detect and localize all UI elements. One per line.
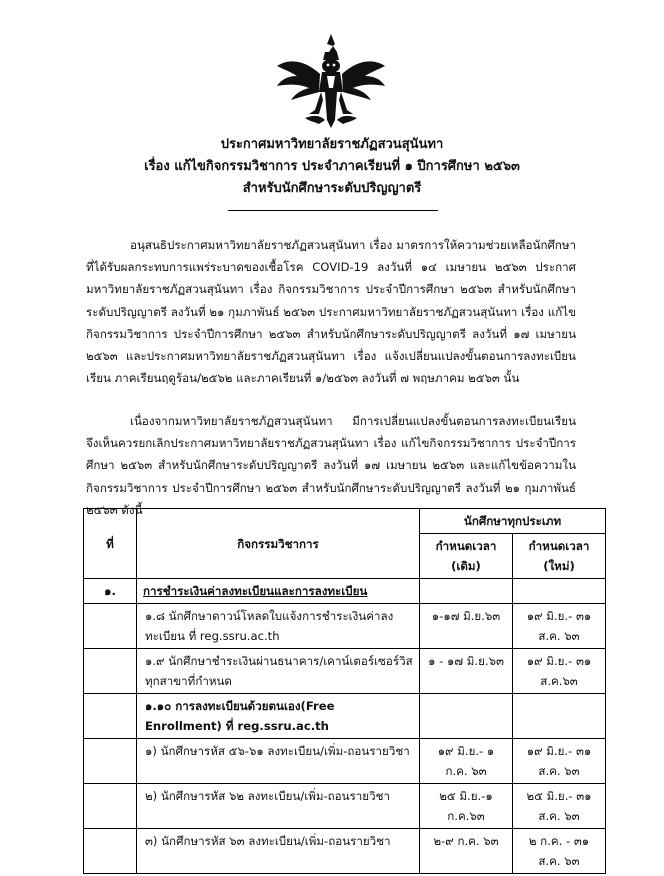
table-row (84, 829, 606, 874)
empty-cell (84, 829, 137, 874)
old-date-cell: ๒-๙ ก.ค. ๖๓ (420, 829, 513, 874)
table-row (84, 604, 606, 649)
announcement-audience: สำหรับนักศึกษาระดับปริญญาตรี (242, 181, 422, 196)
empty-cell (84, 739, 137, 784)
new-date-cell: ๑๙ มิ.ย.- ๓๑ ส.ค. ๖๓ (513, 604, 606, 649)
col-old-header: กำหนดเวลา (เดิม) (420, 534, 513, 579)
col-group-header: นักศึกษาทุกประเภท (420, 509, 606, 534)
body-paragraph-2 (86, 410, 576, 521)
empty-cell (513, 579, 606, 604)
new-date-cell: ๒๕ มิ.ย.- ๓๑ ส.ค. ๖๓ (513, 784, 606, 829)
activity-schedule-table (83, 508, 606, 874)
garuda-emblem-icon (275, 30, 387, 130)
activity-cell: ๑.๙ นักศึกษาชำระเงินผ่านธนาคาร/เคาน์เตอร์เซอร์วิสทุกสาขาที่กำหนด (137, 649, 420, 694)
old-date-cell: ๒๕ มิ.ย.-๑ ก.ค.๖๓ (420, 784, 513, 829)
empty-cell (84, 604, 137, 649)
old-date-cell (420, 694, 513, 739)
old-date-cell: ๑-๑๗ มิ.ย.๖๓ (420, 604, 513, 649)
table-section-row (84, 579, 606, 604)
col-activity-header: กิจกรรมวิชาการ (137, 509, 420, 579)
body-paragraph-1 (86, 234, 576, 389)
paragraph-text: เนื่องจากมหาวิทยาลัยราชภัฏสวนสุนันทา มีการเปลี่ยนแปลงขั้นตอนการลงทะเบียนเรียน จึงเห็นควรยกเลิกประกาศมหาวิทยาลัยราชภัฏสวนสุนันทา เรื่อง แก้ไขกิจกรรมวิชาการ ประจำปีการศึกษา ๒๕๖๓ สำหรับนักศึกษาระดับปริญญาตรี ลงวันที่ ๑๗ เมษายน ๒๕๖๓ และแก้ไขข้อความในกิจกรรมวิชาการ ประจำปีการศึกษา ๒๕๖๓ สำหรับนักศึกษาระดับปริญญาตรี ลงวันที่ ๒๑ กุมภาพันธ์ ๒๕๖๓ ดังนี้ (86, 414, 576, 517)
col-no-header: ที่ (84, 509, 137, 579)
table-row (84, 784, 606, 829)
table-row (84, 694, 606, 739)
new-date-cell: ๒ ก.ค. - ๓๑ ส.ค. ๖๓ (513, 829, 606, 874)
table-header-row (84, 509, 606, 534)
old-date-cell: ๑๙ มิ.ย.- ๑ ก.ค. ๖๓ (420, 739, 513, 784)
activity-cell: ๑.๘ นักศึกษาดาวน์โหลดใบแจ้งการชำระเงินค่าลงทะเบียน ที่ reg.ssru.ac.th (137, 604, 420, 649)
title-divider (228, 210, 438, 211)
activity-cell: ๓) นักศึกษารหัส ๖๓ ลงทะเบียน/เพิ่ม-ถอนรายวิชา (137, 829, 420, 874)
new-date-cell (513, 694, 606, 739)
announcement-title: ประกาศมหาวิทยาลัยราชภัฏสวนสุนันทา (220, 137, 444, 152)
new-date-cell: ๑๙ มิ.ย.- ๓๑ ส.ค. ๖๓ (513, 739, 606, 784)
empty-cell (420, 579, 513, 604)
activity-cell: ๒) นักศึกษารหัส ๖๒ ลงทะเบียน/เพิ่ม-ถอนรายวิชา (137, 784, 420, 829)
new-date-cell: ๑๙ มิ.ย.- ๓๑ ส.ค.๖๓ (513, 649, 606, 694)
activity-cell: ๑) นักศึกษารหัส ๕๖-๖๑ ลงทะเบียน/เพิ่ม-ถอนรายวิชา (137, 739, 420, 784)
activity-cell: ๑.๑๐ การลงทะเบียนด้วยตนเอง(Free Enrollment) ที่ reg.ssru.ac.th (137, 694, 420, 739)
section-title: การชำระเงินค่าลงทะเบียนและการลงทะเบียน (137, 579, 420, 604)
table-row (84, 649, 606, 694)
announcement-subject: เรื่อง แก้ไขกิจกรรมวิชาการ ประจำภาคเรียนที่ ๑ ปีการศึกษา ๒๕๖๓ (144, 159, 520, 174)
paragraph-text: อนุสนธิประกาศมหาวิทยาลัยราชภัฏสวนสุนันทา เรื่อง มาตรการให้ความช่วยเหลือนักศึกษาที่ได้รับผลกระทบการแพร่ระบาดของเชื้อโรค COVID-19 ลงวันที่ ๑๔ เมษายน ๒๕๖๓ ประกาศมหาวิทยาลัยราชภัฏสวนสุนันทา เรื่อง กิจกรรมวิชาการ ประจำปีการศึกษา ๒๕๖๓ สำหรับนักศึกษาระดับปริญญาตรี ลงวันที่ ๒๑ กุมภาพันธ์ ๒๕๖๓ ประกาศมหาวิทยาลัยราชภัฏสวนสุนันทา เรื่อง แก้ไขกิจกรรมวิชาการ ประจำปีการศึกษา ๒๕๖๓ สำหรับนักศึกษาระดับปริญญาตรี ลงวันที่ ๑๗ เมษายน ๒๕๖๓ และประกาศมหาวิทยาลัยราชภัฏสวนสุนันทา เรื่อง แจ้งเปลี่ยนแปลงขั้นตอนการลงทะเบียนเรียน ภาคเรียนฤดูร้อน/๒๕๖๒ และภาคเรียนที่ ๑/๒๕๖๓ ลงวันที่ ๗ พฤษภาคม ๒๕๖๓ นั้น (86, 238, 576, 386)
old-date-cell: ๑ - ๑๗ มิ.ย.๖๓ (420, 649, 513, 694)
table-row (84, 739, 606, 784)
empty-cell (84, 784, 137, 829)
col-new-header: กำหนดเวลา (ใหม่) (513, 534, 606, 579)
section-number: ๑. (84, 579, 137, 604)
empty-cell (84, 649, 137, 694)
empty-cell (84, 694, 137, 739)
